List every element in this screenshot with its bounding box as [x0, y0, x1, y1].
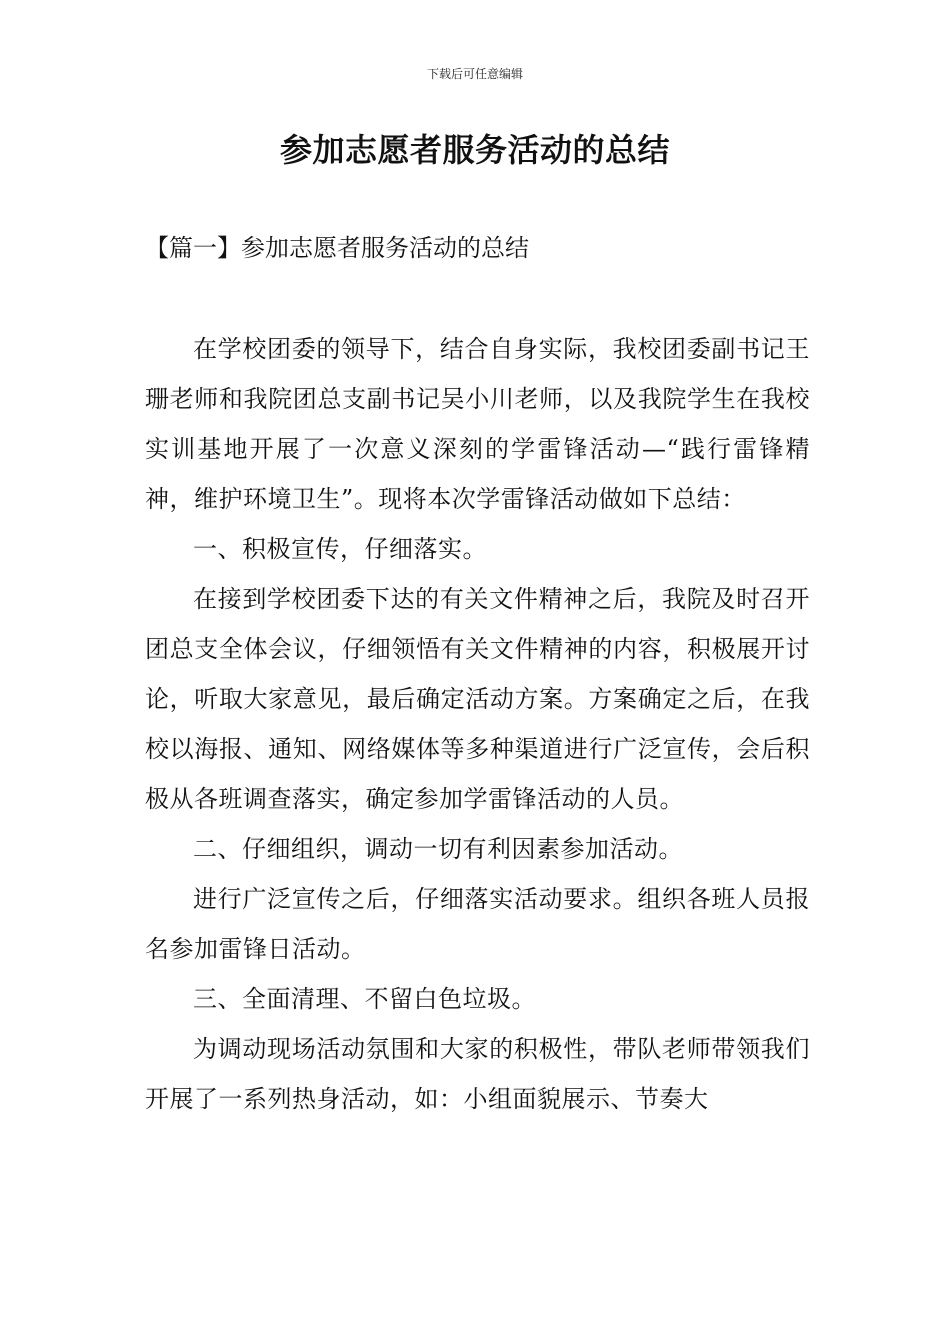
page-header-note: 下载后可任意编辑	[426, 67, 523, 81]
paragraph-point-three-body: 为调动现场活动氛围和大家的积极性，带队老师带领我们开展了一系列热身活动，如：小组面貌展示、节奏大	[145, 1035, 810, 1113]
paragraph-point-one-body: 在接到学校团委下达的有关文件精神之后，我院及时召开团总支全体会议，仔细领悟有关文件精神的内容，积极展开讨论，听取大家意见，最后确定活动方案。方案确定之后，在我校以海报、通知、网络媒体等多种渠道进行广泛宣传，会后积极从各班调查落实，确定参加学雷锋活动的人员。	[145, 585, 810, 813]
paragraph-point-two-heading: 二、仔细组织，调动一切有利因素参加活动。	[193, 835, 683, 863]
paragraph-point-three-heading: 三、全面清理、不留白色垃圾。	[193, 985, 536, 1013]
section-heading: 【篇一】参加志愿者服务活动的总结	[145, 234, 529, 262]
paragraph-point-one-heading: 一、积极宣传，仔细落实。	[193, 535, 487, 563]
document-body	[145, 324, 810, 1124]
document-title: 参加志愿者服务活动的总结	[279, 131, 670, 169]
paragraph-intro: 在学校团委的领导下，结合自身实际，我校团委副书记王珊老师和我院团总支副书记吴小川老师，以及我院学生在我校实训基地开展了一次意义深刻的学雷锋活动—“践行雷锋精神，维护环境卫生”。现将本次学雷锋活动做如下总结：	[145, 335, 810, 513]
paragraph-point-two-body: 进行广泛宣传之后，仔细落实活动要求。组织各班人员报名参加雷锋日活动。	[145, 885, 810, 963]
